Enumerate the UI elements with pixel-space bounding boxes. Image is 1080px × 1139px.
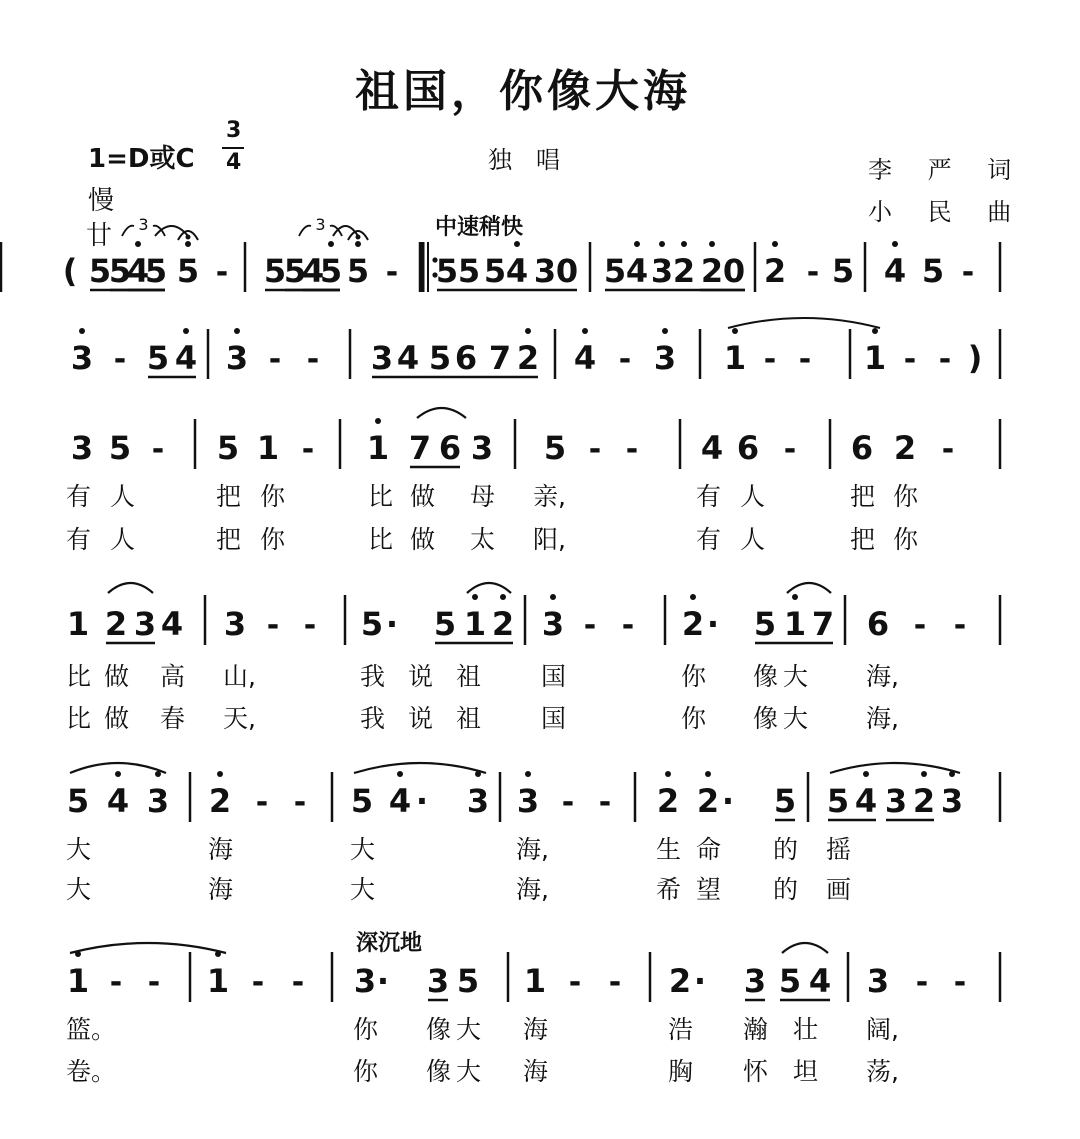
lyric-char: 山, xyxy=(223,662,256,691)
note-symbol: 5 xyxy=(176,252,200,290)
note-symbol: 4 xyxy=(505,252,529,290)
note-symbol: 6 xyxy=(736,429,760,467)
lyric-char: 天, xyxy=(223,704,256,733)
octave-dot xyxy=(550,594,556,600)
note-symbol: 4 xyxy=(573,339,597,377)
note-symbol: 3 xyxy=(650,252,674,290)
note-symbol: - xyxy=(913,608,927,643)
octave-dot xyxy=(115,771,121,777)
lyric-char: 海 xyxy=(523,1015,549,1044)
fermata-dot xyxy=(186,235,191,240)
note-symbol: 2 xyxy=(912,782,936,820)
lyric-char: 母 xyxy=(470,482,496,511)
note-symbol: 7 xyxy=(408,429,432,467)
lyric-char: 壮 xyxy=(793,1015,819,1044)
lyric-char: 坦 xyxy=(793,1057,819,1086)
lyric-char: 有 xyxy=(66,525,92,554)
lyric-char: 人 xyxy=(740,482,766,511)
note-symbol: 3 xyxy=(70,429,94,467)
octave-dot xyxy=(709,241,715,247)
note-symbol: 6 xyxy=(850,429,874,467)
note-symbol: 2 xyxy=(491,605,515,643)
lyric-char: 你 xyxy=(260,525,286,554)
note-symbol: 2 xyxy=(893,429,917,467)
lyric-char: 海 xyxy=(208,835,234,864)
note-symbol: 4 xyxy=(174,339,198,377)
note-symbol: - xyxy=(903,342,917,377)
lyric-char: 荡, xyxy=(866,1057,899,1086)
note-symbol: · xyxy=(721,782,735,820)
lyric-char: 阔, xyxy=(866,1015,899,1044)
note-symbol: 4 xyxy=(388,782,412,820)
lyricist-credit: 李 严 词 xyxy=(868,156,1026,184)
note-symbol: 4 xyxy=(808,962,832,1000)
note-symbol: 4 xyxy=(160,605,184,643)
slur-arc xyxy=(467,583,511,593)
note-symbol: 3 xyxy=(70,339,94,377)
note-symbol: 5 xyxy=(778,962,802,1000)
octave-dot xyxy=(772,241,778,247)
lyric-char: 望 xyxy=(696,875,722,904)
note-symbol: 5 xyxy=(146,339,170,377)
note-symbol: - xyxy=(293,785,307,820)
lyric-char: 海, xyxy=(516,835,549,864)
lyric-char: 有 xyxy=(696,482,722,511)
note-symbol: 2 xyxy=(656,782,680,820)
note-symbol: 6 xyxy=(438,429,462,467)
note-symbol: - xyxy=(598,785,612,820)
time-signature-bottom: 4 xyxy=(226,150,242,175)
note-symbol: 1 xyxy=(723,339,747,377)
note-symbol: - xyxy=(306,342,320,377)
lyric-char: 我 xyxy=(360,704,386,733)
note-symbol: 1 xyxy=(256,429,280,467)
octave-dot xyxy=(582,328,588,334)
note-symbol: 1 xyxy=(523,962,547,1000)
note-symbol: 2 xyxy=(672,252,696,290)
lyric-char: 你 xyxy=(681,662,707,691)
lyric-char: 说 xyxy=(408,704,434,733)
octave-dot xyxy=(525,771,531,777)
note-symbol: · xyxy=(706,605,720,643)
note-symbol: 2 xyxy=(681,605,705,643)
note-symbol: - xyxy=(953,608,967,643)
note-symbol: - xyxy=(583,608,597,643)
note-symbol: 0 xyxy=(555,252,579,290)
lyric-char: 有 xyxy=(696,525,722,554)
octave-dot xyxy=(155,771,161,777)
lyric-char: 的 xyxy=(773,835,799,864)
octave-dot xyxy=(792,594,798,600)
octave-dot xyxy=(217,771,223,777)
note-symbol: 3 xyxy=(866,962,890,1000)
lyric-char: 阳, xyxy=(533,525,566,554)
note-symbol: 3 xyxy=(353,962,377,1000)
lyric-char: 把 xyxy=(216,482,242,511)
note-symbol: 1 xyxy=(206,962,230,1000)
lyric-char: 海, xyxy=(866,704,899,733)
octave-dot xyxy=(183,328,189,334)
note-symbol: - xyxy=(151,432,165,467)
note-symbol: 3 xyxy=(470,429,494,467)
note-symbol: - xyxy=(618,342,632,377)
note-symbol: - xyxy=(266,608,280,643)
note-symbol: 2 xyxy=(104,605,128,643)
note-symbol: 3 xyxy=(743,962,767,1000)
note-symbol: 1 xyxy=(366,429,390,467)
lyric-char: 画 xyxy=(826,875,852,904)
note-symbol: 0 xyxy=(722,252,746,290)
note-symbol: 5 xyxy=(773,782,797,820)
lyric-char: 大 xyxy=(350,875,376,904)
note-symbol: 5 xyxy=(753,605,777,643)
octave-dot xyxy=(705,771,711,777)
lyric-char: 国 xyxy=(541,662,567,691)
octave-dot xyxy=(662,328,668,334)
note-symbol: 5 xyxy=(319,252,343,290)
note-symbol: - xyxy=(147,965,161,1000)
lyric-char: 春 xyxy=(160,704,186,733)
octave-dot xyxy=(79,328,85,334)
note-symbol: 4 xyxy=(854,782,878,820)
octave-dot xyxy=(355,241,361,247)
note-symbol: 2 xyxy=(208,782,232,820)
note-symbol: 3 xyxy=(426,962,450,1000)
octave-dot xyxy=(234,328,240,334)
lyric-char: 的 xyxy=(773,875,799,904)
note-symbol: 5 xyxy=(433,605,457,643)
composer-credit: 小 民 曲 xyxy=(868,198,1026,226)
note-symbol: 3 xyxy=(223,605,247,643)
note-symbol: 3 xyxy=(146,782,170,820)
note-symbol: - xyxy=(941,432,955,467)
octave-dot xyxy=(328,241,334,247)
note-symbol: 5 xyxy=(543,429,567,467)
note-symbol: 6 xyxy=(866,605,890,643)
slur-arc xyxy=(417,408,466,418)
note-symbol: 1 xyxy=(66,962,90,1000)
octave-dot xyxy=(525,328,531,334)
note-symbol: - xyxy=(915,965,929,1000)
note-symbol: - xyxy=(783,432,797,467)
tie-arc xyxy=(70,943,226,953)
note-symbol: 5 xyxy=(88,252,112,290)
note-symbol: 5 xyxy=(350,782,374,820)
octave-dot xyxy=(514,241,520,247)
tempo-free: 廿 xyxy=(86,221,113,251)
note-symbol: - xyxy=(255,785,269,820)
tempo-moderate: 中速稍快 xyxy=(435,215,524,240)
note-symbol: - xyxy=(608,965,622,1000)
note-symbol: 5 xyxy=(144,252,168,290)
note-symbol: 7 xyxy=(488,339,512,377)
note-symbol: - xyxy=(385,255,399,290)
note-symbol: 5 xyxy=(428,339,452,377)
octave-dot xyxy=(135,241,141,247)
slur-arc xyxy=(787,583,831,593)
lyric-char: 把 xyxy=(850,482,876,511)
octave-dot xyxy=(397,771,403,777)
lyric-char: 像 xyxy=(426,1057,452,1086)
lyric-char: 像 xyxy=(753,704,779,733)
octave-dot xyxy=(659,241,665,247)
lyric-char: 海, xyxy=(516,875,549,904)
performance-type: 独 唱 xyxy=(488,146,560,174)
note-symbol: 6 xyxy=(454,339,478,377)
note-symbol: 5 xyxy=(360,605,384,643)
lyric-char: 摇 xyxy=(826,835,852,864)
lyric-char: 国 xyxy=(541,704,567,733)
note-symbol: - xyxy=(588,432,602,467)
lyric-char: 你 xyxy=(260,482,286,511)
note-symbol: 4 xyxy=(700,429,724,467)
note-symbol: 5 xyxy=(831,252,855,290)
note-symbol: 3 xyxy=(533,252,557,290)
lyric-char: 篮。 xyxy=(66,1015,117,1044)
note-symbol: - xyxy=(568,965,582,1000)
octave-dot xyxy=(863,771,869,777)
note-symbol: 5 xyxy=(108,252,132,290)
octave-dot xyxy=(665,771,671,777)
octave-dot xyxy=(872,328,878,334)
note-symbol: 2 xyxy=(700,252,724,290)
lyric-char: 祖 xyxy=(456,704,482,733)
note-symbol: - xyxy=(625,432,639,467)
triplet-mark: 3 xyxy=(138,215,149,234)
lyric-char: 做 xyxy=(104,704,130,733)
tempo-deep: 深沉地 xyxy=(356,931,423,956)
lyric-char: 有 xyxy=(66,482,92,511)
lyric-char: 做 xyxy=(410,482,436,511)
lyric-char: 比 xyxy=(66,662,92,691)
note-symbol: 5 xyxy=(346,252,370,290)
lyric-char: 大 xyxy=(66,875,92,904)
octave-dot xyxy=(690,594,696,600)
note-symbol: 1 xyxy=(463,605,487,643)
tie-arc xyxy=(728,318,880,328)
note-symbol: 1 xyxy=(783,605,807,643)
lyric-char: 瀚 xyxy=(743,1015,769,1044)
lyric-char: 大 xyxy=(456,1015,482,1044)
lyric-char: 做 xyxy=(104,662,130,691)
lyric-char: 说 xyxy=(408,662,434,691)
note-symbol: 3 xyxy=(884,782,908,820)
note-symbol: 5 xyxy=(66,782,90,820)
note-symbol: 3 xyxy=(225,339,249,377)
note-symbol: - xyxy=(291,965,305,1000)
lyric-char: 浩 xyxy=(668,1015,694,1044)
note-symbol: 5 xyxy=(283,252,307,290)
note-symbol: 1 xyxy=(863,339,887,377)
song-title: 祖国，你像大海 xyxy=(355,66,691,117)
note-symbol: 4 xyxy=(301,252,325,290)
lyric-char: 做 xyxy=(410,525,436,554)
lyric-char: 比 xyxy=(368,482,394,511)
note-symbol: - xyxy=(961,255,975,290)
note-symbol: 5 xyxy=(826,782,850,820)
lyric-char: 人 xyxy=(740,525,766,554)
lyric-char: 把 xyxy=(216,525,242,554)
note-symbol: 3 xyxy=(466,782,490,820)
lyric-char: 大 xyxy=(783,662,809,691)
lyric-char: 高 xyxy=(160,662,186,691)
note-symbol: - xyxy=(251,965,265,1000)
lyric-char: 人 xyxy=(110,525,136,554)
note-symbol: 5 xyxy=(108,429,132,467)
lyric-char: 大 xyxy=(456,1057,482,1086)
lyric-char: 把 xyxy=(850,525,876,554)
note-symbol: 5 xyxy=(216,429,240,467)
lyric-char: 怀 xyxy=(743,1057,769,1086)
lyric-char: 太 xyxy=(470,525,496,554)
note-symbol: · xyxy=(385,605,399,643)
octave-dot xyxy=(732,328,738,334)
lyric-char: 命 xyxy=(696,835,722,864)
note-symbol: - xyxy=(953,965,967,1000)
note-symbol: - xyxy=(215,255,229,290)
octave-dot xyxy=(500,594,506,600)
note-symbol: 3 xyxy=(940,782,964,820)
lyric-char: 大 xyxy=(783,704,809,733)
note-symbol: 5 xyxy=(457,252,481,290)
lyric-char: 你 xyxy=(681,704,707,733)
note-symbol: 5 xyxy=(921,252,945,290)
note-symbol: 3 xyxy=(516,782,540,820)
note-symbol: 3 xyxy=(653,339,677,377)
lyric-char: 海 xyxy=(523,1057,549,1086)
note-symbol: - xyxy=(561,785,575,820)
note-symbol: - xyxy=(621,608,635,643)
octave-dot xyxy=(375,418,381,424)
lyric-char: 你 xyxy=(893,482,919,511)
lyric-char: 比 xyxy=(368,525,394,554)
note-symbol: - xyxy=(303,608,317,643)
note-symbol: - xyxy=(109,965,123,1000)
tie-arc xyxy=(830,763,960,773)
lyric-char: 人 xyxy=(110,482,136,511)
key-signature: 1=D或C xyxy=(88,144,195,174)
octave-dot xyxy=(921,771,927,777)
note-symbol: 4 xyxy=(396,339,420,377)
time-signature-top: 3 xyxy=(226,118,242,143)
fermata-dot xyxy=(356,235,361,240)
note-symbol: 3 xyxy=(133,605,157,643)
lyric-char: 胸 xyxy=(668,1057,694,1086)
note-symbol: ( xyxy=(62,252,78,290)
slur-arc xyxy=(782,943,828,953)
lyric-char: 你 xyxy=(353,1015,379,1044)
slur-arc xyxy=(108,583,153,593)
lyric-char: 你 xyxy=(893,525,919,554)
note-symbol: 3 xyxy=(541,605,565,643)
note-symbol: - xyxy=(798,342,812,377)
octave-dot xyxy=(185,241,191,247)
lyric-char: 大 xyxy=(66,835,92,864)
note-symbol: - xyxy=(806,255,820,290)
lyric-char: 像 xyxy=(426,1015,452,1044)
note-symbol: ) xyxy=(967,339,983,377)
note-symbol: · xyxy=(415,782,429,820)
note-symbol: · xyxy=(693,962,707,1000)
lyric-char: 你 xyxy=(353,1057,379,1086)
note-symbol: - xyxy=(938,342,952,377)
note-symbol: 4 xyxy=(106,782,130,820)
lyric-char: 海 xyxy=(208,875,234,904)
tempo-slow: 慢 xyxy=(88,186,115,216)
octave-dot xyxy=(634,241,640,247)
note-symbol: 4 xyxy=(126,252,150,290)
tie-arc xyxy=(354,763,486,773)
note-symbol: - xyxy=(268,342,282,377)
note-symbol: 5 xyxy=(435,252,459,290)
note-symbol: 4 xyxy=(883,252,907,290)
lyric-char: 大 xyxy=(350,835,376,864)
note-symbol: 5 xyxy=(456,962,480,1000)
lyric-char: 亲, xyxy=(533,482,566,511)
octave-dot xyxy=(472,594,478,600)
note-symbol: 2 xyxy=(696,782,720,820)
note-symbol: 5 xyxy=(263,252,287,290)
note-symbol: 2 xyxy=(763,252,787,290)
note-symbol: 3 xyxy=(370,339,394,377)
note-symbol: 2 xyxy=(516,339,540,377)
lyric-char: 生 xyxy=(656,835,682,864)
note-symbol: 5 xyxy=(603,252,627,290)
octave-dot xyxy=(681,241,687,247)
note-symbol: 7 xyxy=(811,605,835,643)
note-symbol: 1 xyxy=(66,605,90,643)
note-symbol: 5 xyxy=(483,252,507,290)
triplet-mark: 3 xyxy=(315,215,326,234)
lyric-char: 我 xyxy=(360,662,386,691)
note-symbol: - xyxy=(763,342,777,377)
note-symbol: - xyxy=(113,342,127,377)
note-symbol: · xyxy=(376,962,390,1000)
note-symbol: - xyxy=(301,432,315,467)
lyric-char: 海, xyxy=(866,662,899,691)
lyric-char: 卷。 xyxy=(66,1057,117,1086)
lyric-char: 希 xyxy=(656,875,682,904)
octave-dot xyxy=(892,241,898,247)
lyric-char: 像 xyxy=(753,662,779,691)
note-symbol: 2 xyxy=(668,962,692,1000)
lyric-char: 祖 xyxy=(456,662,482,691)
note-symbol: 4 xyxy=(625,252,649,290)
lyric-char: 比 xyxy=(66,704,92,733)
